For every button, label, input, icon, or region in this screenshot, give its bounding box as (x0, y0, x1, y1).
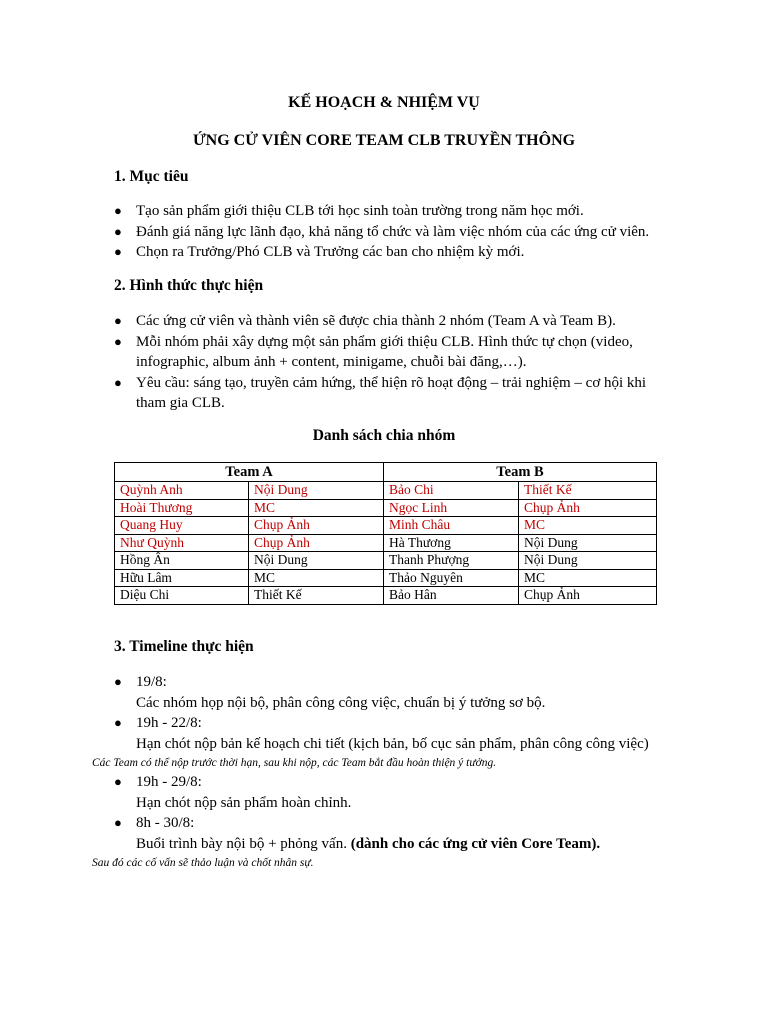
team-a-member-role: MC (249, 499, 384, 517)
groups-title: Danh sách chia nhóm (312, 427, 456, 444)
document-subtitle: ỨNG CỬ VIÊN CORE TEAM CLB TRUYỀN THÔNG (192, 132, 576, 149)
timeline-date: 8h - 30/8: (136, 815, 195, 831)
bullet-icon: ● (114, 333, 122, 349)
timeline-item (114, 772, 659, 813)
timeline-text: Hạn chót nộp bản kế hoạch chi tiết (kịch bản, bố cục sản phẩm, phân công công việc) (136, 735, 649, 752)
timeline-text: Buổi trình bày nội bộ + phỏng vấn. (dành cho các ứng cử viên Core Team). (136, 835, 601, 852)
timeline-date: 19/8: (136, 674, 167, 690)
timeline-item (114, 672, 659, 713)
team-a-member-role: Chụp Ảnh (249, 534, 384, 552)
timeline-list (92, 672, 659, 872)
document-title: KẾ HOẠCH & NHIỆM VỤ (288, 94, 480, 111)
section-heading-timeline: 3. Timeline thực hiện (114, 638, 254, 655)
bullet-icon: ● (114, 223, 122, 239)
table-header-row (115, 463, 657, 482)
bullet-icon: ● (114, 244, 122, 259)
list-item: ● Các ứng cử viên và thành viên sẽ được chia thành 2 nhóm (Team A và Team B). (114, 311, 659, 332)
team-a-header: Team A (115, 463, 384, 482)
timeline-text: Hạn chót nộp sản phẩm hoàn chỉnh. (136, 794, 352, 811)
team-a-member-name: Quỳnh Anh (115, 482, 249, 500)
timeline-item (114, 813, 659, 854)
timeline-date: 19h - 22/8: (136, 715, 202, 731)
team-b-member-role: Chụp Ảnh (519, 499, 657, 517)
goals-list (114, 201, 659, 263)
bullet-icon: ● (114, 313, 122, 328)
timeline-note-text: Các Team có thể nộp trước thời hạn, sau khi nộp, các Team bắt đầu hoàn thiện ý tưởng. (92, 757, 497, 769)
team-a-member-name: Hồng Ân (115, 552, 249, 570)
team-b-member-name: Bảo Chi (384, 482, 519, 500)
team-b-member-name: Hà Thương (384, 534, 519, 552)
team-a-member-role: Nội Dung (249, 552, 384, 570)
table-row (115, 517, 657, 535)
timeline-note-text: Sau đó các cố vấn sẽ thảo luận và chốt nhân sự. (92, 857, 314, 869)
team-b-member-name: Thảo Nguyên (384, 569, 519, 587)
table-row (115, 482, 657, 500)
timeline-note (92, 854, 659, 872)
team-b-member-name: Bảo Hân (384, 587, 519, 605)
section-heading-goals: 1. Mục tiêu (114, 168, 189, 185)
groups-table (114, 462, 657, 605)
team-b-member-role: MC (519, 569, 657, 587)
timeline-text: Các nhóm họp nội bộ, phân công công việc, chuẩn bị ý tưởng sơ bộ. (136, 694, 546, 711)
timeline-text-bold: (dành cho các ứng cử viên Core Team). (350, 835, 601, 852)
bullet-icon: ● (114, 715, 122, 730)
bullet-icon: ● (114, 674, 122, 689)
team-b-member-name: Minh Châu (384, 517, 519, 535)
team-a-member-role: Thiết Kế (249, 587, 384, 605)
team-b-member-role: Nội Dung (519, 552, 657, 570)
list-item: ● Đánh giá năng lực lãnh đạo, khả năng tổ chức và làm việc nhóm của các ứng cử viên. (114, 222, 659, 243)
section-heading-methods: 2. Hình thức thực hiện (114, 277, 264, 294)
team-a-member-name: Diệu Chi (115, 587, 249, 605)
team-b-header: Team B (384, 463, 657, 482)
list-item: ● Tạo sản phẩm giới thiệu CLB tới học sinh toàn trường trong năm học mới. (114, 201, 659, 222)
table-row (115, 587, 657, 605)
timeline-item (114, 713, 659, 754)
team-b-member-name: Thanh Phượng (384, 552, 519, 570)
bullet-icon: ● (114, 374, 122, 390)
timeline-note (92, 754, 659, 772)
bullet-icon: ● (114, 774, 122, 789)
team-b-member-role: Thiết Kế (519, 482, 657, 500)
team-b-member-role: Nội Dung (519, 534, 657, 552)
team-a-member-role: Chụp Ảnh (249, 517, 384, 535)
timeline-date: 19h - 29/8: (136, 774, 202, 790)
methods-list (114, 311, 659, 414)
list-item: ● Yêu cầu: sáng tạo, truyền cảm hứng, thể hiện rõ hoạt động – trải nghiệm – cơ hội khi tham gia CLB. (114, 374, 647, 411)
team-b-member-role: MC (519, 517, 657, 535)
table-row (115, 552, 657, 570)
bullet-icon: ● (114, 203, 122, 218)
list-item: ● Chọn ra Trưởng/Phó CLB và Trưởng các ban cho nhiệm kỳ mới. (114, 242, 659, 263)
table-row (115, 534, 657, 552)
table-row (115, 569, 657, 587)
team-a-member-name: Như Quỳnh (115, 534, 249, 552)
table-row (115, 499, 657, 517)
team-b-member-role: Chụp Ảnh (519, 587, 657, 605)
team-b-member-name: Ngọc Linh (384, 499, 519, 517)
bullet-icon: ● (114, 815, 122, 830)
team-a-member-role: MC (249, 569, 384, 587)
list-item: ● Mỗi nhóm phải xây dựng một sản phẩm giới thiệu CLB. Hình thức tự chọn (video, infographic, album ảnh + content, minigame, chuỗi bài đăng,…). (114, 333, 633, 370)
team-a-member-name: Hoài Thương (115, 499, 249, 517)
team-a-member-name: Hữu Lâm (115, 569, 249, 587)
team-a-member-name: Quang Huy (115, 517, 249, 535)
team-a-member-role: Nội Dung (249, 482, 384, 500)
